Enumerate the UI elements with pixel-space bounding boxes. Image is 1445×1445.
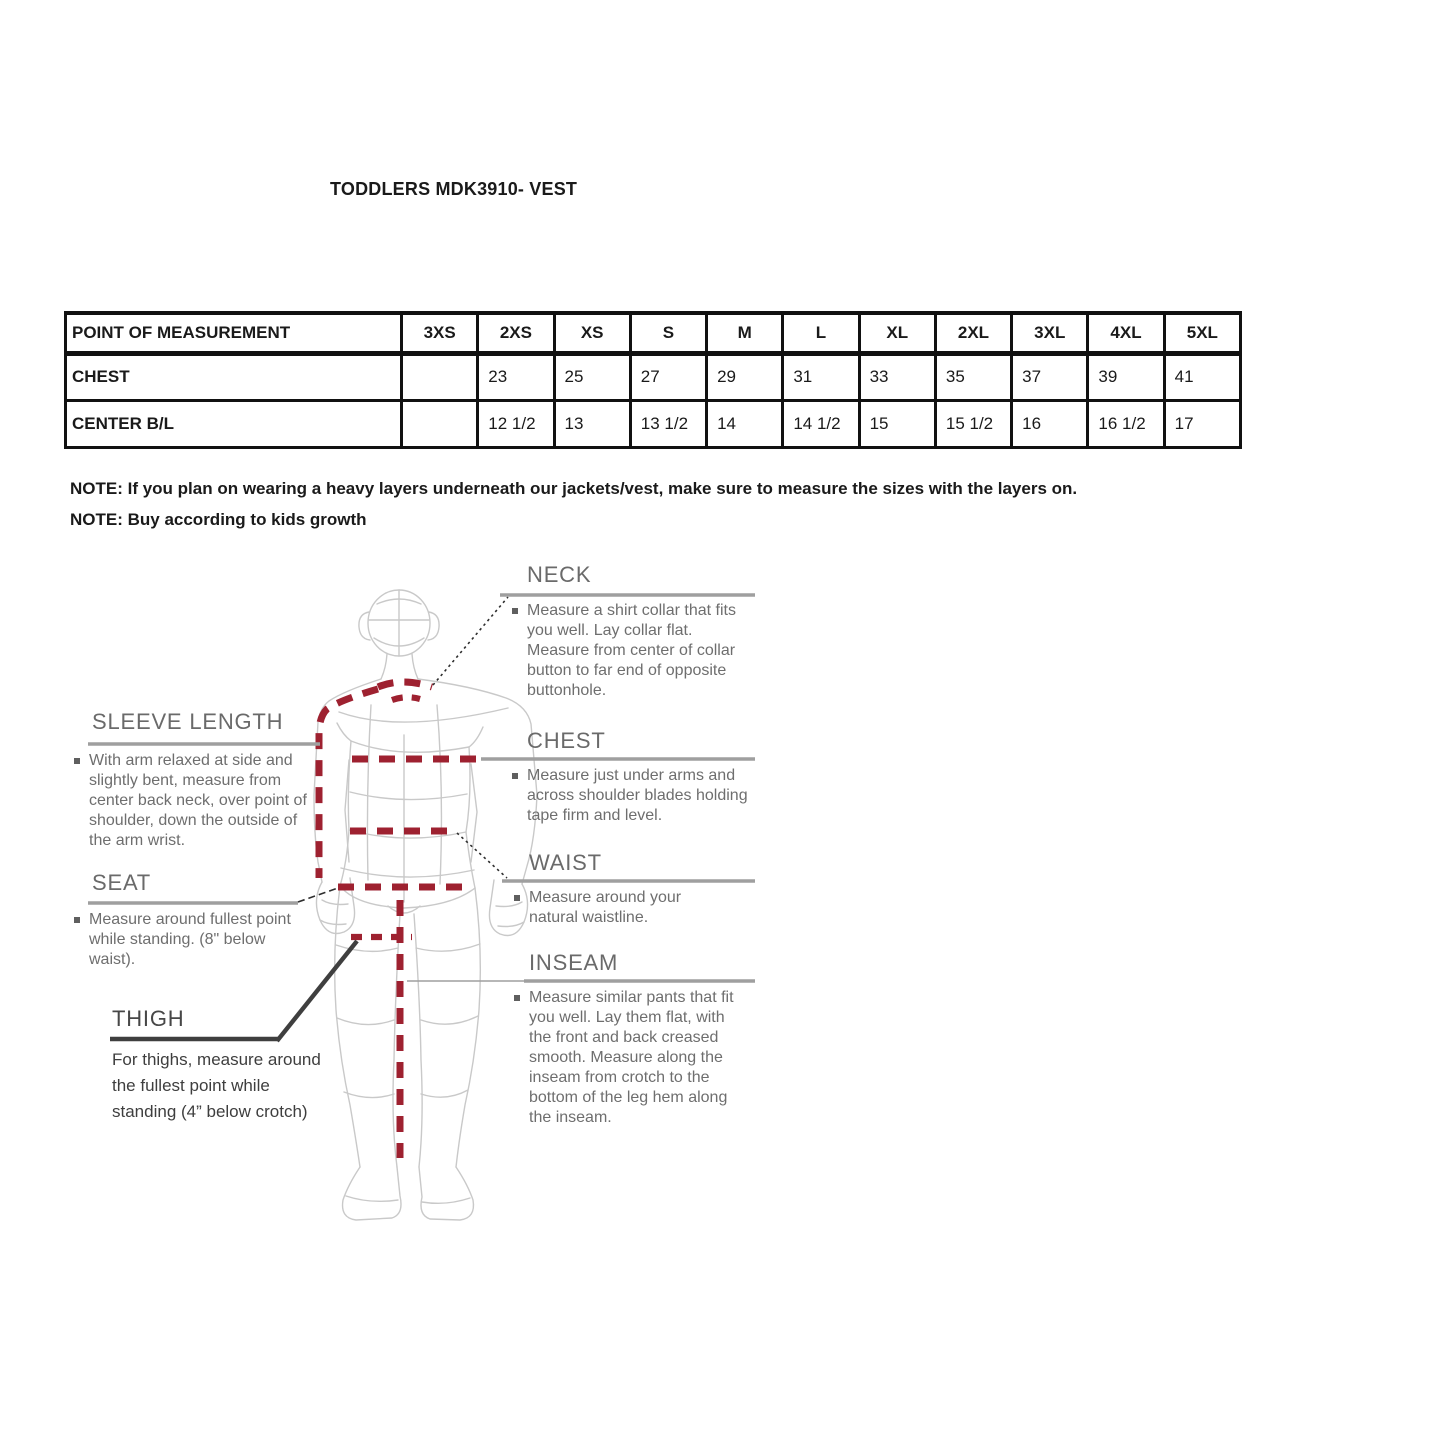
bullet-icon <box>512 773 518 779</box>
size-table-col-2xl: 2XL <box>935 313 1011 353</box>
inseam-description: Measure similar pants that fit you well. Lay them flat, with the front and back creased smooth. Measure along the inseam from crotch to the bottom of the leg hem along the inseam. <box>529 989 734 1126</box>
size-table-cell: 41 <box>1164 353 1240 400</box>
size-table-cell: 33 <box>859 353 935 400</box>
seat-label: SEAT <box>92 870 152 895</box>
size-table-col-point-of-measurement: POINT OF MEASUREMENT <box>66 313 402 353</box>
size-table-col-l: L <box>783 313 859 353</box>
seat-description: Measure around fullest point while standing. (8" below waist). <box>89 911 291 968</box>
size-table-cell: 35 <box>935 353 1011 400</box>
size-table-cell: 39 <box>1088 353 1164 400</box>
thigh-label: THIGH <box>112 1006 185 1031</box>
size-table-col-xl: XL <box>859 313 935 353</box>
size-table-row-center-b-l: CENTER B/L <box>66 400 402 447</box>
size-table-col-xs: XS <box>554 313 630 353</box>
bullet-icon <box>514 895 520 901</box>
waist-section <box>514 888 714 928</box>
size-table-cell <box>402 400 478 447</box>
waist-description: Measure around your natural waistline. <box>529 889 682 926</box>
page-title: TODDLERS MDK3910- VEST <box>330 179 578 199</box>
size-table-cell: 25 <box>554 353 630 400</box>
size-table-row-chest: CHEST <box>66 353 402 400</box>
size-table-cell: 37 <box>1012 353 1088 400</box>
size-table-cell: 31 <box>783 353 859 400</box>
waist-label: WAIST <box>529 850 602 875</box>
sleeve-length-description: With arm relaxed at side and slightly bent, measure from center back neck, over point of shoulder, down the outside of the arm wrist. <box>89 752 307 849</box>
collar-measure-line <box>378 682 432 687</box>
size-table-cell: 15 1/2 <box>935 400 1011 447</box>
sleeve-length-label: SLEEVE LENGTH <box>92 709 284 734</box>
size-table-cell: 14 1/2 <box>783 400 859 447</box>
size-table <box>64 311 1242 449</box>
notes-block <box>70 473 1077 535</box>
sleeve-length-section <box>74 751 316 851</box>
inseam-label: INSEAM <box>529 950 619 975</box>
size-table-col-3xs: 3XS <box>402 313 478 353</box>
neck-description: Measure a shirt collar that fits you well. Lay collar flat. Measure from center of collar button to far end of opposite buttonhole. <box>527 602 736 699</box>
note-kids-growth: NOTE: Buy according to kids growth <box>70 510 367 529</box>
size-table-cell: 27 <box>630 353 706 400</box>
size-table-col-s: S <box>630 313 706 353</box>
size-table-col-2xs: 2XS <box>478 313 554 353</box>
neck-section <box>512 601 744 701</box>
bullet-icon <box>74 758 80 764</box>
chest-label: CHEST <box>527 728 606 753</box>
size-table-cell: 17 <box>1164 400 1240 447</box>
size-table-cell: 16 <box>1012 400 1088 447</box>
note-heavy-layers: NOTE: If you plan on wearing a heavy layers underneath our jackets/vest, make sure to measure the sizes with the layers on. <box>70 479 1078 498</box>
chest-section <box>512 766 750 826</box>
collar-inner-line <box>392 697 420 700</box>
chest-description: Measure just under arms and across shoulder blades holding tape firm and level. <box>527 767 748 824</box>
seat-section <box>74 910 294 970</box>
size-table-cell: 13 <box>554 400 630 447</box>
thigh-description: For thighs, measure around the fullest point while standing (4” below crotch) <box>112 1050 321 1121</box>
human-figure-wireframe <box>314 590 537 1220</box>
neck-label: NECK <box>527 562 592 587</box>
size-table-cell: 12 1/2 <box>478 400 554 447</box>
size-table-col-5xl: 5XL <box>1164 313 1240 353</box>
size-table-cell: 14 <box>707 400 783 447</box>
bullet-icon <box>514 995 520 1001</box>
neck-leader-line <box>433 597 508 685</box>
size-table-cell <box>402 353 478 400</box>
bullet-icon <box>74 917 80 923</box>
size-table-col-3xl: 3XL <box>1012 313 1088 353</box>
bullet-icon <box>512 608 518 614</box>
size-table-cell: 29 <box>707 353 783 400</box>
inseam-section <box>514 988 746 1128</box>
size-table-container <box>64 311 1242 449</box>
size-table-cell: 23 <box>478 353 554 400</box>
size-table-cell: 13 1/2 <box>630 400 706 447</box>
size-table-col-m: M <box>707 313 783 353</box>
size-table-col-4xl: 4XL <box>1088 313 1164 353</box>
size-table-cell: 15 <box>859 400 935 447</box>
size-table-cell: 16 1/2 <box>1088 400 1164 447</box>
